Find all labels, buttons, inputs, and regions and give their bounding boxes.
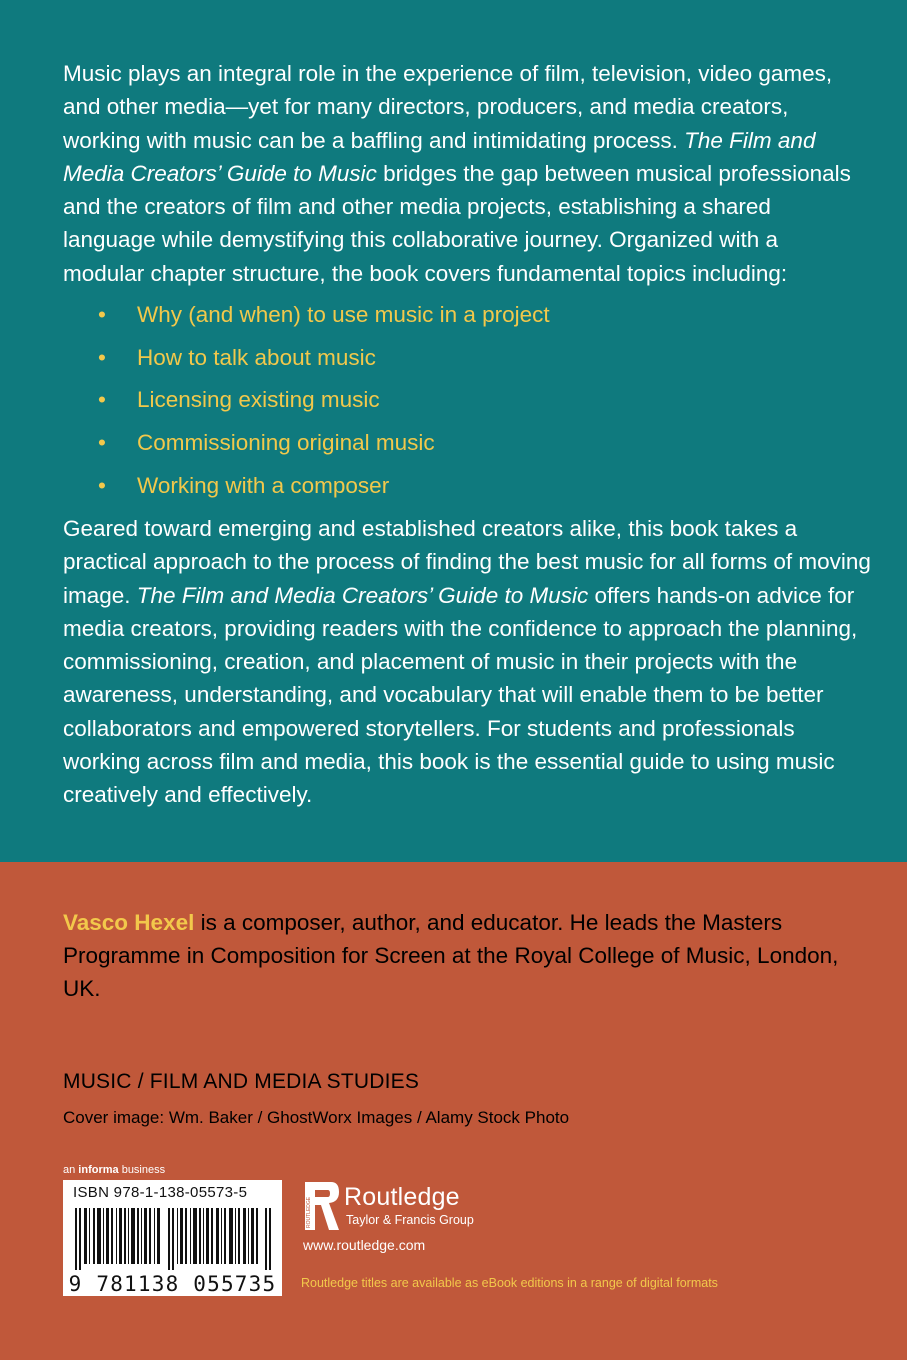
publisher-group: Taylor & Francis Group: [346, 1213, 474, 1227]
topic-item: [63, 425, 550, 468]
subject-category: MUSIC / FILM AND MEDIA STUDIES: [63, 1070, 420, 1093]
topic-item: [63, 382, 550, 425]
topic-item: [63, 297, 550, 340]
informa-tagline: [63, 1164, 165, 1176]
author-bio-text: is a composer, author, and educator. He leads the Masters Programme in Composition for Screen at the Royal College of Music, London, UK.: [63, 910, 839, 1001]
ebook-note: Routledge titles are available as eBook editions in a range of digital formats: [301, 1276, 718, 1290]
description-paragraph-1: [63, 57, 863, 290]
author-bio: [63, 906, 873, 1005]
topics-list: [63, 297, 550, 510]
isbn-label: ISBN 978-1-138-05573-5: [73, 1184, 248, 1201]
routledge-logo-icon: [301, 1180, 341, 1232]
topic-label: Commissioning original music: [137, 430, 435, 456]
topic-label: Why (and when) to use music in a project: [137, 302, 550, 327]
topic-label: Working with a composer: [137, 472, 390, 498]
description-text: Music plays an integral role in the experience of film, television, video games, and other media—yet for many directors, producers, and media creators, working with music can be a baffling and intimidating process.: [63, 61, 833, 153]
bullet-icon: •: [98, 472, 106, 498]
bullet-icon: •: [98, 387, 106, 413]
bullet-icon: •: [98, 430, 106, 456]
author-name: Vasco Hexel: [63, 910, 195, 935]
bullet-icon: •: [98, 302, 106, 327]
topic-item: [63, 468, 550, 511]
logo-vertical-text: ROUTLEDGE: [306, 1196, 312, 1228]
barcode-bars-icon: [75, 1208, 271, 1270]
book-title-italic: The Film and Media Creators’ Guide to Music: [63, 127, 816, 186]
informa-brand: informa: [78, 1164, 119, 1176]
publisher-url[interactable]: www.routledge.com: [303, 1237, 426, 1253]
description-paragraph-2: [63, 512, 873, 812]
topic-label: Licensing existing music: [137, 387, 380, 413]
bullet-icon: •: [98, 344, 106, 370]
informa-prefix: an: [63, 1164, 79, 1176]
informa-suffix: business: [118, 1164, 166, 1176]
description-text: bridges the gap between musical professionals and the creators of film and other media projects, establishing a shared language while demystifying this collaborative journey. Organized with a modular chapter structure, the book covers fundamental topics including:: [63, 160, 851, 286]
barcode-digits: 9 781138 055735: [68, 1272, 277, 1296]
book-title-italic: The Film and Media Creators’ Guide to Music: [136, 582, 589, 608]
barcode: [63, 1180, 282, 1296]
publisher-name: Routledge: [344, 1183, 460, 1211]
topic-label: How to talk about music: [137, 344, 376, 370]
topic-item: [63, 340, 550, 383]
description-text: offers hands-on advice for media creators, providing readers with the confidence to approach the planning, commissioning, creation, and placement of music in their projects with the awareness, understanding, and vocabulary that will enable them to be better collaborators and empowered storytellers. For students and professionals working across film and media, this book is the essential guide to using music creatively and effectively.: [63, 582, 858, 808]
description-text: Geared toward emerging and established creators alike, this book takes a practical approach to the process of finding the best music for all forms of moving image.: [63, 516, 871, 608]
cover-credit: Cover image: Wm. Baker / GhostWorx Images / Alamy Stock Photo: [63, 1108, 570, 1127]
